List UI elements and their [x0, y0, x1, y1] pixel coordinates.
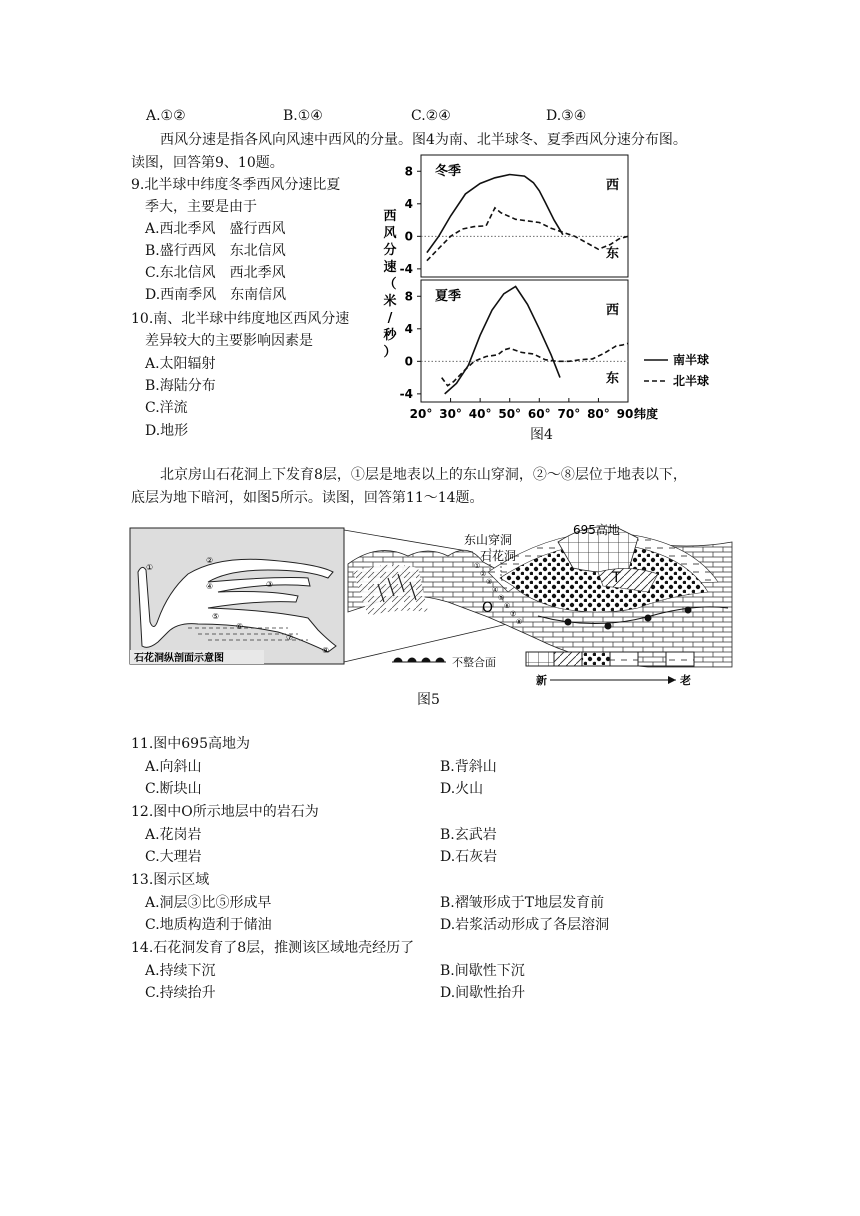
ylabel-char: 米: [383, 294, 397, 309]
q13-stem: 13.图示区域: [131, 872, 210, 888]
q9-option-a: A.西北季风 盛行西风: [145, 221, 286, 237]
panel-title: 冬季: [435, 164, 462, 179]
x-tick-label: 40°: [468, 407, 492, 421]
ylabel-char: ）: [383, 345, 397, 360]
section-layer-3: ③: [486, 578, 493, 586]
prev-option-c: C.②④: [411, 108, 451, 124]
cave-profile-inset: [130, 528, 344, 664]
q10-option-a: A.太阳辐射: [145, 356, 216, 372]
x-tick-label: 60°: [527, 407, 551, 421]
q10-option-c: C.洋流: [145, 400, 188, 416]
ylabel-char: 西: [383, 209, 397, 224]
q10-stem-line2: 差异较大的主要影响因素是: [145, 333, 313, 349]
y-tick-label: 8: [404, 164, 413, 179]
intro-figure5-line2: 底层为地下暗河，如图5所示。读图，回答第11～14题。: [131, 490, 484, 506]
section-layer-6: ⑥: [504, 602, 511, 610]
x-tick-label: 30°: [439, 407, 462, 421]
q10-stem-line1: 10.南、北半球中纬度地区西风分速: [131, 311, 350, 327]
q14-option-a: A.持续下沉: [145, 963, 216, 979]
figure4-chart: [376, 150, 710, 430]
series-line-north: [442, 343, 628, 385]
figure4-caption: 图4: [530, 427, 553, 443]
label-stratum-o: O: [482, 600, 494, 616]
inset-layer-2: ②: [206, 556, 214, 565]
inset-layer-5: ⑤: [212, 612, 220, 621]
series-line-north: [427, 208, 628, 261]
chart-xlabel: 纬度: [634, 407, 659, 421]
q9-option-d: D.西南季风 东南信风: [145, 287, 287, 303]
legend-old: 老: [680, 674, 691, 687]
prev-option-b: B.①④: [283, 108, 323, 124]
intro-figure4-line2: 读图，回答第9、10题。: [131, 155, 284, 171]
y-tick-label: 0: [404, 354, 413, 369]
figure5-caption: 图5: [417, 692, 440, 708]
intro-figure4-line1: 西风分速是指各风向风速中西风的分量。图4为南、北半球冬、夏季西风分速分布图。: [160, 132, 687, 148]
q14-stem: 14.石花洞发育了8层，推测该区域地壳经历了: [131, 940, 415, 956]
y-tick-label: -4: [399, 261, 413, 276]
q9-option-b: B.盛行西风 东北信风: [145, 243, 286, 259]
ylabel-char: /: [387, 311, 393, 326]
chart-ylabel: [382, 208, 397, 360]
q12-stem: 12.图中O所示地层中的岩石为: [131, 804, 319, 820]
section-layer-4: ④: [492, 586, 499, 594]
y-tick-label: 0: [404, 229, 413, 244]
x-tick-label: 90°: [616, 407, 640, 421]
ylabel-char: 秒: [383, 328, 397, 343]
inset-title: 石花洞纵剖面示意图: [134, 653, 224, 664]
figure5-diagram: [128, 512, 736, 687]
prev-option-a: A.①②: [146, 108, 186, 124]
series-line-south: [427, 175, 563, 253]
chart-panel-winter: [400, 155, 628, 277]
inset-layer-6: ⑥: [236, 622, 244, 631]
legend-label-north: 北半球: [673, 374, 710, 388]
q12-option-c: C.大理岩: [145, 849, 202, 865]
y-tick-label: 4: [404, 196, 413, 211]
label-695-highland: 695高地: [573, 523, 620, 537]
inset-layer-4: ④: [206, 582, 214, 591]
y-tick-label: 4: [404, 321, 413, 336]
direction-west: 西: [606, 303, 620, 319]
q13-option-b: B.褶皱形成于T地层发育前: [440, 895, 605, 911]
x-tick-label: 70°: [557, 407, 581, 421]
direction-east: 东: [606, 246, 620, 262]
inset-layer-3: ③: [266, 580, 274, 589]
figure5-legend: [392, 652, 694, 687]
section-layer-5: ⑤: [498, 594, 505, 602]
q11-option-a: A.向斜山: [145, 759, 202, 775]
q10-option-d: D.地形: [145, 423, 189, 439]
q9-stem-line2: 季大，主要是由于: [145, 199, 257, 215]
section-layer-2: ②: [480, 570, 487, 578]
q13-option-d: D.岩浆活动形成了各层溶洞: [440, 917, 610, 933]
y-tick-label: 8: [404, 289, 413, 304]
q14-option-c: C.持续抬升: [145, 985, 216, 1001]
ylabel-char: 分: [383, 243, 397, 258]
panel-title: 夏季: [435, 289, 462, 304]
q9-stem-line1: 9.北半球中纬度冬季西风分速比夏: [131, 177, 341, 193]
label-dongshan-cave: 东山穿洞: [464, 533, 513, 547]
y-tick-label: -4: [399, 386, 413, 401]
q13-option-c: C.地质构造利于储油: [145, 917, 272, 933]
direction-east: 东: [606, 371, 620, 387]
direction-west: 西: [606, 178, 620, 194]
inset-layer-8: ⑧: [322, 646, 330, 655]
q13-option-a: A.洞层③比⑤形成早: [145, 895, 272, 911]
ylabel-char: 速: [383, 260, 397, 275]
legend-label-south: 南半球: [673, 353, 710, 367]
prev-option-d: D.③④: [546, 108, 587, 124]
q12-option-a: A.花岗岩: [145, 827, 202, 843]
q14-option-b: B.间歇性下沉: [440, 963, 525, 979]
inset-layer-1: ①: [146, 563, 154, 572]
legend-unconformity: 不整合面: [452, 656, 496, 669]
x-tick-label: 80°: [587, 407, 610, 421]
ylabel-char: （: [383, 277, 397, 292]
section-layer-7: ⑦: [510, 610, 517, 618]
q12-option-b: B.玄武岩: [440, 827, 497, 843]
inset-layer-7: ⑦: [286, 633, 294, 642]
q10-option-b: B.海陆分布: [145, 378, 216, 394]
x-tick-label: 20°: [409, 407, 433, 421]
section-layer-8: ⑧: [516, 618, 523, 626]
x-tick-label: 50°: [498, 407, 522, 421]
label-stratum-t: T: [612, 570, 621, 586]
chart-panel-summer: [400, 280, 628, 402]
q9-option-c: C.东北信风 西北季风: [145, 265, 286, 281]
ylabel-text: [382, 208, 397, 360]
q11-option-b: B.背斜山: [440, 759, 497, 775]
q14-option-d: D.间歇性抬升: [440, 985, 526, 1001]
geologic-cross-section: [348, 522, 732, 667]
q12-option-d: D.石灰岩: [440, 849, 498, 865]
ylabel-char: 风: [383, 226, 397, 241]
series-line-south: [445, 287, 560, 394]
q11-option-c: C.断块山: [145, 781, 202, 797]
section-layer-1: ①: [474, 562, 481, 570]
label-shihua-cave: 石花洞: [480, 549, 517, 563]
legend-new: 新: [536, 674, 547, 687]
q11-option-d: D.火山: [440, 781, 484, 797]
intro-figure5-line1: 北京房山石花洞上下发育8层，①层是地表以上的东山穿洞，②～⑧层位于地表以下，: [160, 467, 687, 483]
q11-stem: 11.图中695高地为: [131, 736, 250, 752]
